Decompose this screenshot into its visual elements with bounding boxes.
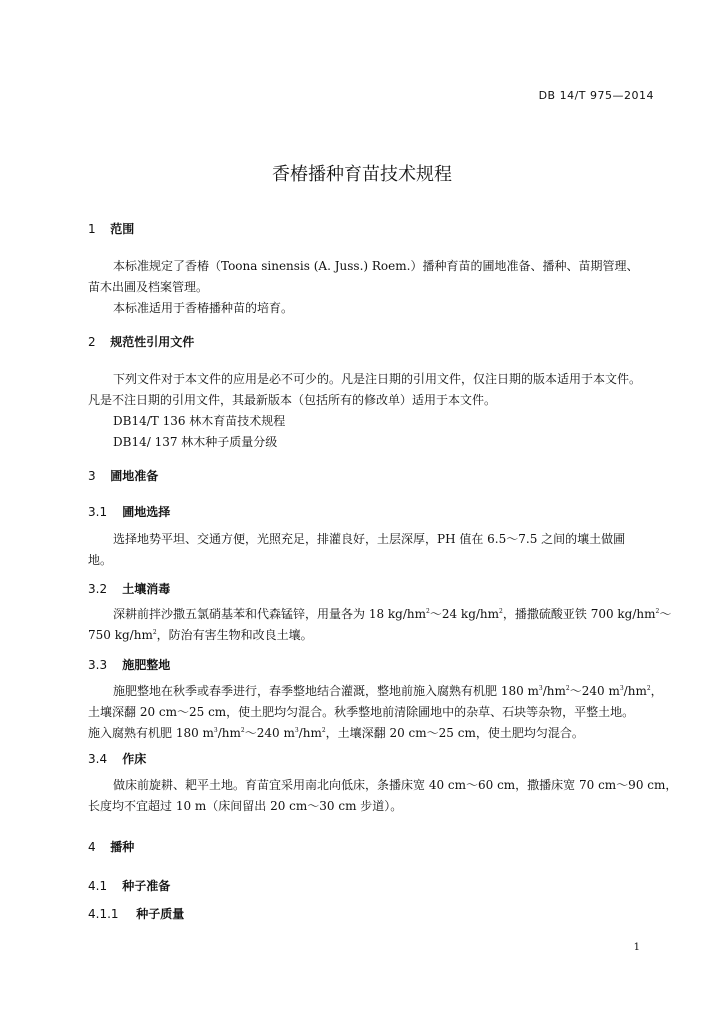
subsection-3-1-heading [88, 503, 170, 520]
section-number: 3.2 [88, 582, 108, 596]
section-1-body [88, 256, 638, 319]
subsection-3-2-heading [88, 580, 170, 597]
page-number: 1 [633, 942, 640, 953]
section-title: 圃地准备 [110, 469, 159, 483]
document-title: 香椿播种育苗技术规程 [272, 164, 452, 185]
paragraph-line: 选择地势平坦、交通方便，光照充足，排灌良好，土层深厚，PH 值在 6.5～7.5 之间的壤土做圃 [113, 532, 626, 546]
subsection-4-1-1-heading [88, 905, 184, 922]
section-title: 范围 [110, 222, 135, 236]
section-number: 4.1 [88, 879, 108, 893]
paragraph-line: 凡是不注日期的引用文件，其最新版本（包括所有的修改单）适用于本文件。 [88, 393, 497, 407]
section-title: 圃地选择 [122, 505, 171, 519]
section-title: 规范性引用文件 [110, 335, 195, 349]
section-number: 4.1.1 [88, 907, 119, 921]
subsection-3-4-body [88, 775, 677, 817]
section-title: 作床 [122, 752, 147, 766]
section-2-body [88, 369, 641, 453]
section-2-heading [88, 333, 194, 350]
paragraph-line: 本标准适用于香椿播种苗的培育。 [113, 301, 294, 315]
section-number: 4 [88, 840, 96, 854]
section-number: 3.1 [88, 505, 108, 519]
subsection-3-1-body [88, 529, 625, 571]
paragraph-line: 本标准规定了香椿（Toona sinensis (A. Juss.) Roem.）播种育苗的圃地准备、播种、苗期管理、 [113, 259, 639, 273]
section-title: 施肥整地 [122, 658, 171, 672]
section-3-heading [88, 467, 158, 484]
section-number: 3 [88, 469, 96, 483]
paragraph-line: 施肥整地在秋季或春季进行，春季整地结合灌溉，整地前施入腐熟有机肥 180 $m^3/hm^2\sim 240$ $m^3/hm^2$， [113, 684, 663, 698]
section-1-heading [88, 220, 134, 237]
paragraph-line: 750 $kg/hm^2$，防治有害生物和改良土壤。 [88, 628, 313, 642]
standard-code: DB 14/T 975—2014 [538, 89, 654, 102]
reference-item: DB14/T 136 林木育苗技术规程 [113, 414, 286, 428]
section-number: 1 [88, 222, 96, 236]
paragraph-line: 施入腐熟有机肥 180 $m^3/hm^2\sim 240$ $m^3/hm^2$，土壤深翻 20 cm～25 cm，使土肥均匀混合。 [88, 726, 584, 740]
section-title: 播种 [110, 840, 135, 854]
section-number: 2 [88, 335, 96, 349]
paragraph-line: 苗木出圃及档案管理。 [88, 280, 209, 294]
section-number: 3.3 [88, 658, 108, 672]
section-title: 种子准备 [122, 879, 171, 893]
section-number: 3.4 [88, 752, 108, 766]
reference-item: DB14/ 137 林木种子质量分级 [113, 435, 278, 449]
paragraph-line: 深耕前拌沙撒五氯硝基苯和代森锰锌，用量各为 18 $kg/hm^2\sim 24$ $kg/hm^2$，播撒硫酸亚铁 700 $kg/hm^2\sim$ [113, 607, 672, 621]
subsection-4-1-heading [88, 877, 170, 894]
section-title: 土壤消毒 [122, 582, 171, 596]
subsection-3-3-body [88, 681, 663, 744]
paragraph-line: 下列文件对于本文件的应用是必不可少的。凡是注日期的引用文件，仅注日期的版本适用于本文件。 [113, 372, 642, 386]
subsection-3-4-heading [88, 750, 146, 767]
subsection-3-2-body [88, 604, 671, 646]
paragraph-line: 土壤深翻 20 cm～25 cm，使土肥均匀混合。秋季整地前清除圃地中的杂草、石块等杂物，平整土地。 [88, 705, 635, 719]
section-title: 种子质量 [136, 907, 185, 921]
paragraph-line: 地。 [88, 553, 113, 567]
paragraph-line: 长度均不宜超过 10 m（床间留出 20 cm～30 cm 步道）。 [88, 799, 403, 813]
section-4-heading [88, 838, 134, 855]
subsection-3-3-heading [88, 656, 170, 673]
paragraph-line: 做床前旋耕、耙平土地。育苗宜采用南北向低床，条播床宽 40 cm～60 cm，撒播床宽 70 cm～90 cm， [113, 778, 678, 792]
